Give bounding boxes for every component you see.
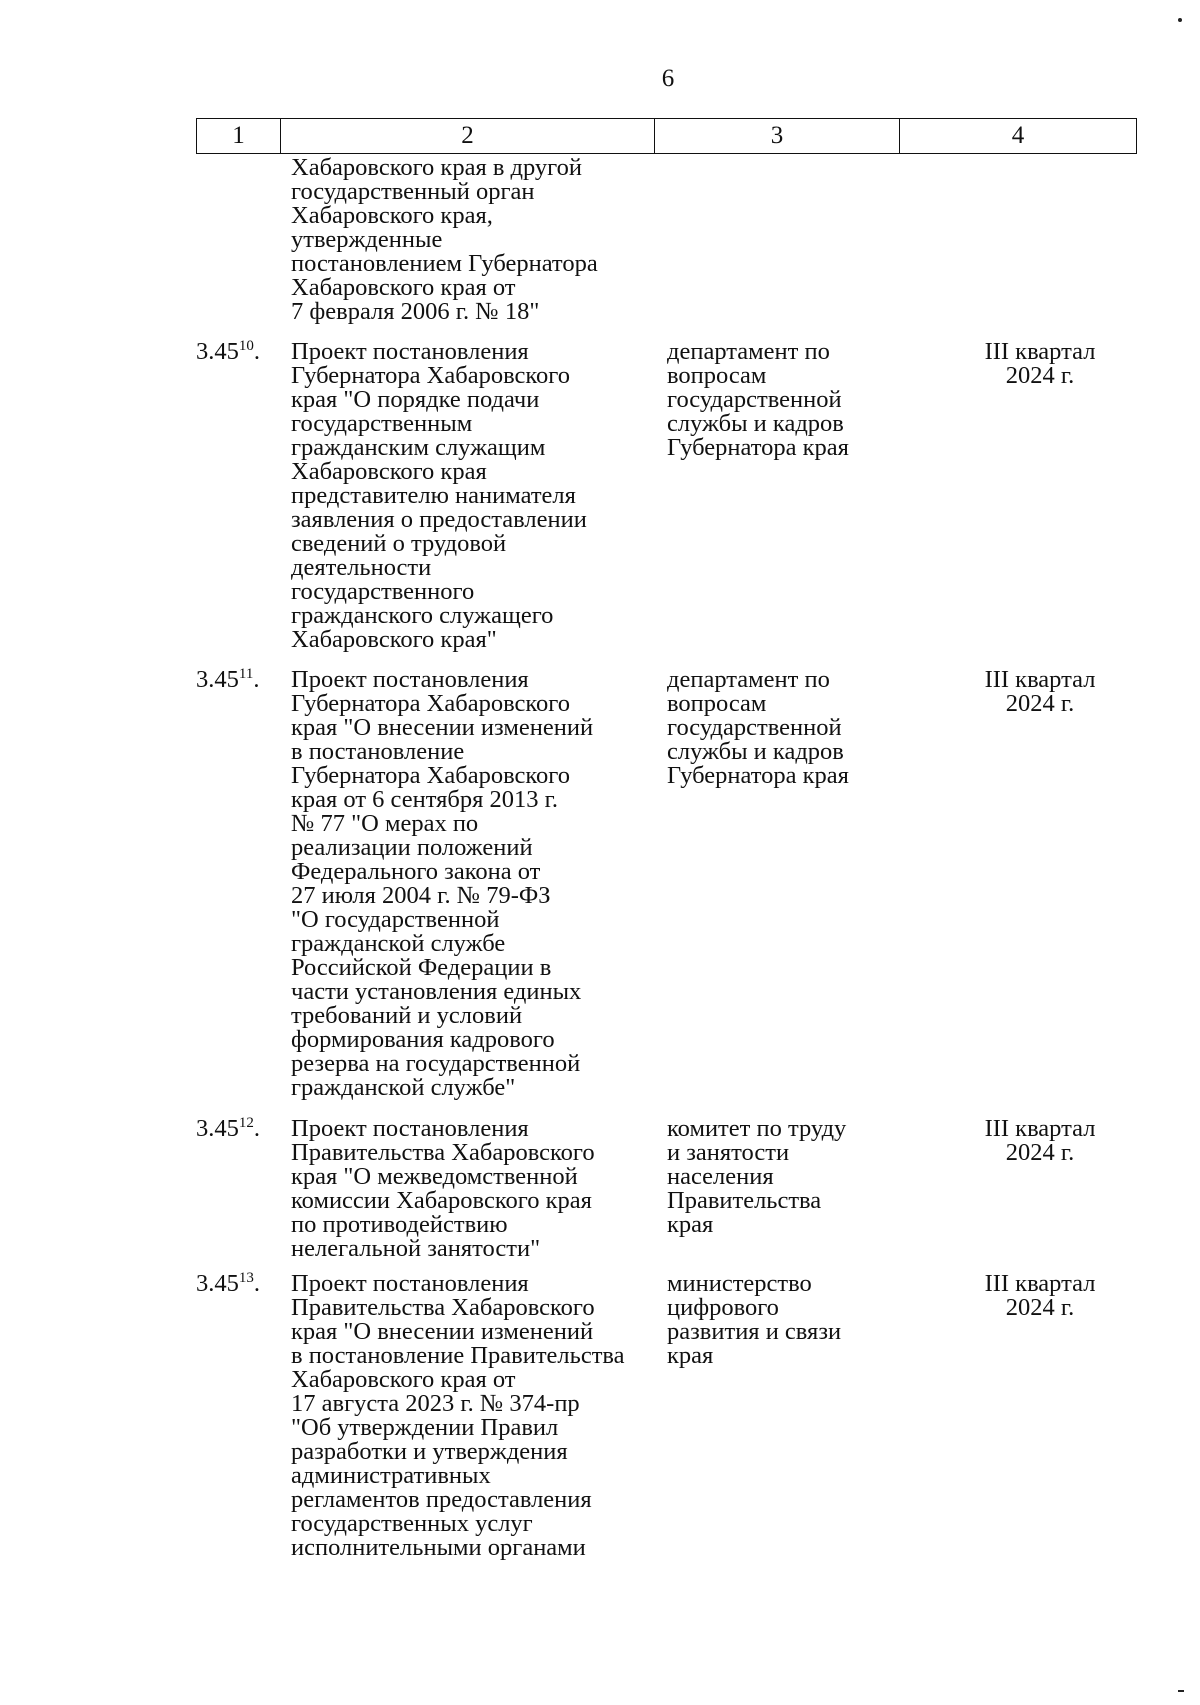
row-term: III квартал 2024 г. xyxy=(984,1115,1096,1166)
scan-speck xyxy=(1178,18,1182,22)
row-number: 3.45$^{11}$. xyxy=(196,666,260,693)
row-title: Проект постановления Губернатора Хабаровского края "О порядке подачи государственным гражданским служащим Хабаровского края представителю нанимателя заявления о предоставлении сведений о трудовой деятельности государственного гражданского служащего Хабаровского края" xyxy=(291,338,587,653)
table-header xyxy=(196,118,1137,154)
row-title: Проект постановления Губернатора Хабаровского края "О внесении изменений в постановление Губернатора Хабаровского края от 6 сентября 2013 г. № 77 "О мерах по реализации положений Федерального закона от 27 июля 2004 г. № 79-ФЗ "О государственной гражданской службе Российской Федерации в части установления единых требований и условий формирования кадрового резерва на государственной гражданской службе" xyxy=(291,666,594,1101)
table-header-row xyxy=(197,119,1137,154)
continuation-text: Хабаровского края в другой государственный орган Хабаровского края, утвержденные постановлением Губернатора Хабаровского края от 7 февраля 2006 г. № 18" xyxy=(291,154,598,325)
row-term: III квартал 2024 г. xyxy=(984,1270,1096,1321)
row-term: III квартал 2024 г. xyxy=(984,338,1096,389)
row-number: 3.45$^{12}$. xyxy=(196,1115,260,1142)
page-number: 6 xyxy=(661,65,675,92)
row-number: 3.45$^{10}$. xyxy=(196,338,260,365)
row-number: 3.45$^{13}$. xyxy=(196,1270,260,1297)
row-title: Проект постановления Правительства Хабаровского края "О внесении изменений в постановление Правительства Хабаровского края от 17 августа 2023 г. № 374-пр "Об утверждении Правил разработки и утверждения административных регламентов предоставления государственных услуг исполнительными органами xyxy=(291,1270,625,1561)
scan-speck xyxy=(1178,1690,1184,1692)
column-header-4: 4 xyxy=(900,119,1137,154)
row-responsible: департамент по вопросам государственной службы и кадров Губернатора края xyxy=(667,666,849,789)
column-header-2: 2 xyxy=(281,119,655,154)
row-term: III квартал 2024 г. xyxy=(984,666,1096,717)
row-responsible: департамент по вопросам государственной службы и кадров Губернатора края xyxy=(667,338,849,461)
row-title: Проект постановления Правительства Хабаровского края "О межведомственной комиссии Хабаровского края по противодействию нелегальной занятости" xyxy=(291,1115,595,1262)
row-responsible: министерство цифрового развития и связи края xyxy=(667,1270,842,1369)
column-header-3: 3 xyxy=(655,119,900,154)
column-header-1: 1 xyxy=(197,119,281,154)
row-responsible: комитет по труду и занятости населения Правительства края xyxy=(667,1115,847,1238)
